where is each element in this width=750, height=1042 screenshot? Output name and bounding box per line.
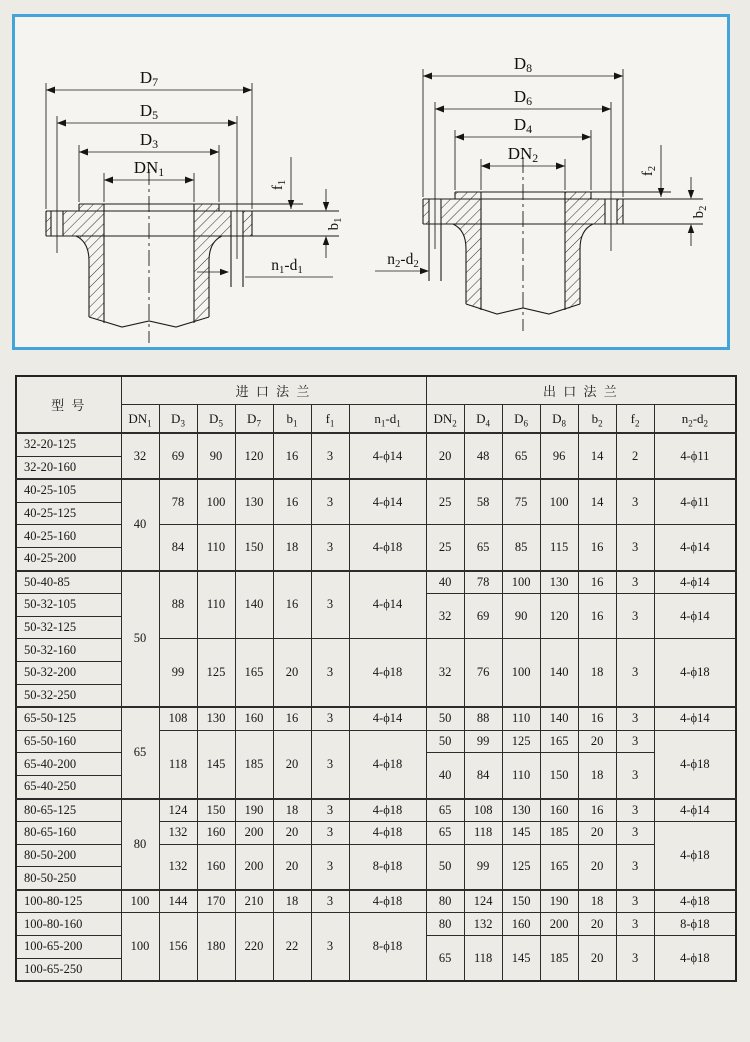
inlet-dim-label-d5: D5	[139, 101, 159, 122]
model-cell: 80-50-200	[16, 844, 121, 867]
value-cell: 3	[616, 730, 654, 753]
value-cell: 99	[159, 639, 197, 707]
value-cell: 4-ϕ18	[349, 525, 426, 571]
value-cell: 100	[502, 639, 540, 707]
value-cell: 3	[616, 890, 654, 913]
outlet-dim-label-dn2: DN2	[507, 144, 539, 165]
value-cell: 3	[616, 753, 654, 799]
value-cell: 120	[540, 594, 578, 639]
value-cell: 18	[578, 639, 616, 707]
value-cell: 84	[464, 753, 502, 799]
value-cell: 100	[540, 479, 578, 525]
value-cell: 200	[235, 844, 273, 890]
value-cell: 88	[464, 707, 502, 730]
value-cell: 4-ϕ18	[654, 936, 736, 982]
value-cell: 4-ϕ14	[349, 707, 426, 730]
value-cell: 3	[616, 936, 654, 982]
value-cell: 140	[540, 707, 578, 730]
value-cell: 16	[578, 525, 616, 571]
value-cell: 3	[311, 844, 349, 890]
value-cell: 58	[464, 479, 502, 525]
value-cell: 25	[426, 525, 464, 571]
value-cell: 8-ϕ18	[349, 913, 426, 981]
value-cell: 132	[159, 822, 197, 845]
value-cell: 3	[311, 707, 349, 730]
value-cell: 132	[464, 913, 502, 936]
value-cell: 32	[121, 433, 159, 479]
outlet-bolt-label-n2d2: n2-d2	[387, 251, 419, 270]
outlet-face-label-f2: $f_2$	[640, 165, 658, 177]
value-cell: 32	[426, 594, 464, 639]
table-row	[16, 571, 736, 594]
column-header-b1: $b_1$	[273, 405, 311, 434]
value-cell: 16	[273, 571, 311, 639]
value-cell: 3	[311, 525, 349, 571]
value-cell: 48	[464, 433, 502, 479]
value-cell: 69	[464, 594, 502, 639]
value-cell: 4-ϕ14	[349, 571, 426, 639]
model-cell: 40-25-160	[16, 525, 121, 548]
value-cell: 4-ϕ18	[654, 639, 736, 707]
flange-dimension-table	[15, 375, 737, 982]
value-cell: 4-ϕ18	[654, 890, 736, 913]
column-header-D6: $D_6$	[502, 405, 540, 434]
column-header-D3: $D_3$	[159, 405, 197, 434]
value-cell: 130	[502, 799, 540, 822]
value-cell: 99	[464, 844, 502, 890]
value-cell: 96	[540, 433, 578, 479]
value-cell: 22	[273, 913, 311, 981]
value-cell: 20	[578, 730, 616, 753]
value-cell: 108	[159, 707, 197, 730]
table-row	[16, 707, 736, 730]
value-cell: 14	[578, 479, 616, 525]
value-cell: 20	[578, 913, 616, 936]
value-cell: 110	[502, 707, 540, 730]
value-cell: 25	[426, 479, 464, 525]
model-cell: 50-40-85	[16, 571, 121, 594]
table-row	[16, 799, 736, 822]
value-cell: 8-ϕ18	[349, 844, 426, 890]
value-cell: 50	[121, 571, 159, 708]
outlet-dimension-lines	[375, 69, 691, 271]
table-row	[16, 913, 736, 936]
value-cell: 40	[426, 753, 464, 799]
value-cell: 110	[197, 525, 235, 571]
value-cell: 3	[616, 639, 654, 707]
model-column-header: 型 号	[16, 376, 121, 433]
outlet-flange-drawing	[373, 19, 725, 347]
value-cell: 69	[159, 433, 197, 479]
outlet-dim-label-d4: D4	[513, 115, 533, 136]
value-cell: 120	[235, 433, 273, 479]
model-cell: 32-20-125	[16, 433, 121, 456]
value-cell: 3	[311, 571, 349, 639]
value-cell: 14	[578, 433, 616, 479]
value-cell: 65	[426, 936, 464, 982]
model-cell: 80-65-125	[16, 799, 121, 822]
value-cell: 3	[616, 707, 654, 730]
value-cell: 118	[464, 822, 502, 845]
value-cell: 100	[197, 479, 235, 525]
value-cell: 4-ϕ14	[654, 707, 736, 730]
value-cell: 18	[273, 525, 311, 571]
table-header	[16, 376, 736, 433]
value-cell: 3	[616, 571, 654, 594]
value-cell: 150	[540, 753, 578, 799]
model-cell: 80-50-250	[16, 867, 121, 890]
value-cell: 50	[426, 730, 464, 753]
value-cell: 4-ϕ18	[349, 639, 426, 707]
value-cell: 140	[235, 571, 273, 639]
value-cell: 144	[159, 890, 197, 913]
inlet-thickness-label-b1: $b_1$	[326, 217, 344, 231]
value-cell: 100	[121, 890, 159, 913]
column-header-D7: $D_7$	[235, 405, 273, 434]
outlet-group-header: 出 口 法 兰	[426, 376, 736, 405]
value-cell: 145	[502, 822, 540, 845]
model-cell: 100-65-250	[16, 958, 121, 981]
value-cell: 160	[502, 913, 540, 936]
value-cell: 100	[121, 913, 159, 981]
value-cell: 190	[540, 890, 578, 913]
value-cell: 16	[578, 707, 616, 730]
value-cell: 90	[502, 594, 540, 639]
table-row	[16, 479, 736, 502]
value-cell: 190	[235, 799, 273, 822]
value-cell: 4-ϕ14	[654, 525, 736, 571]
value-cell: 200	[540, 913, 578, 936]
value-cell: 132	[159, 844, 197, 890]
value-cell: 4-ϕ14	[654, 594, 736, 639]
value-cell: 165	[540, 844, 578, 890]
value-cell: 110	[502, 753, 540, 799]
value-cell: 3	[616, 525, 654, 571]
value-cell: 180	[197, 913, 235, 981]
value-cell: 3	[311, 639, 349, 707]
inlet-dim-label-d7: D7	[139, 68, 159, 89]
value-cell: 150	[502, 890, 540, 913]
model-cell: 65-50-160	[16, 730, 121, 753]
table-row	[16, 890, 736, 913]
value-cell: 130	[235, 479, 273, 525]
inlet-group-header: 进 口 法 兰	[121, 376, 426, 405]
value-cell: 108	[464, 799, 502, 822]
value-cell: 145	[502, 936, 540, 982]
value-cell: 3	[311, 479, 349, 525]
value-cell: 80	[426, 890, 464, 913]
value-cell: 145	[197, 730, 235, 798]
value-cell: 156	[159, 913, 197, 981]
value-cell: 50	[426, 707, 464, 730]
model-cell: 40-25-200	[16, 547, 121, 570]
value-cell: 165	[540, 730, 578, 753]
column-header-f1: $f_1$	[311, 405, 349, 434]
value-cell: 65	[426, 799, 464, 822]
value-cell: 18	[578, 753, 616, 799]
value-cell: 20	[578, 822, 616, 845]
value-cell: 20	[578, 844, 616, 890]
value-cell: 20	[578, 936, 616, 982]
value-cell: 16	[273, 707, 311, 730]
value-cell: 3	[311, 799, 349, 822]
value-cell: 65	[121, 707, 159, 798]
value-cell: 124	[159, 799, 197, 822]
value-cell: 99	[464, 730, 502, 753]
value-cell: 65	[502, 433, 540, 479]
value-cell: 115	[540, 525, 578, 571]
value-cell: 4-ϕ18	[349, 730, 426, 798]
inlet-dim-label-d3: D3	[139, 130, 159, 151]
value-cell: 20	[273, 730, 311, 798]
model-cell: 50-32-105	[16, 594, 121, 617]
value-cell: 200	[235, 822, 273, 845]
value-cell: 80	[121, 799, 159, 890]
value-cell: 125	[502, 844, 540, 890]
value-cell: 20	[273, 844, 311, 890]
value-cell: 20	[426, 433, 464, 479]
value-cell: 16	[578, 571, 616, 594]
value-cell: 210	[235, 890, 273, 913]
value-cell: 76	[464, 639, 502, 707]
value-cell: 40	[426, 571, 464, 594]
value-cell: 185	[540, 936, 578, 982]
value-cell: 4-ϕ11	[654, 433, 736, 479]
value-cell: 3	[616, 844, 654, 890]
value-cell: 4-ϕ18	[349, 799, 426, 822]
column-header-D5: $D_5$	[197, 405, 235, 434]
value-cell: 4-ϕ11	[654, 479, 736, 525]
value-cell: 75	[502, 479, 540, 525]
column-header-n2-d2: $n_2-d_2$	[654, 405, 736, 434]
value-cell: 4-ϕ18	[349, 890, 426, 913]
value-cell: 2	[616, 433, 654, 479]
column-header-D8: $D_8$	[540, 405, 578, 434]
value-cell: 4-ϕ14	[654, 799, 736, 822]
model-cell: 50-32-250	[16, 684, 121, 707]
value-cell: 8-ϕ18	[654, 913, 736, 936]
column-header-DN2: $DN_2$	[426, 405, 464, 434]
value-cell: 20	[273, 822, 311, 845]
value-cell: 18	[578, 890, 616, 913]
value-cell: 16	[578, 594, 616, 639]
column-header-f2: $f_2$	[616, 405, 654, 434]
value-cell: 130	[197, 707, 235, 730]
value-cell: 185	[540, 822, 578, 845]
model-cell: 65-40-250	[16, 775, 121, 798]
value-cell: 160	[235, 707, 273, 730]
value-cell: 85	[502, 525, 540, 571]
column-header-DN1: $DN_1$	[121, 405, 159, 434]
value-cell: 220	[235, 913, 273, 981]
value-cell: 4-ϕ18	[654, 822, 736, 890]
model-cell: 50-32-125	[16, 616, 121, 639]
model-cell: 80-65-160	[16, 822, 121, 845]
value-cell: 50	[426, 844, 464, 890]
value-cell: 160	[197, 822, 235, 845]
outlet-dim-label-d6: D6	[513, 87, 533, 108]
value-cell: 3	[311, 890, 349, 913]
value-cell: 4-ϕ14	[349, 479, 426, 525]
model-cell: 40-25-125	[16, 502, 121, 525]
model-cell: 100-80-160	[16, 913, 121, 936]
value-cell: 165	[235, 639, 273, 707]
value-cell: 20	[273, 639, 311, 707]
model-cell: 40-25-105	[16, 479, 121, 502]
model-cell: 32-20-160	[16, 456, 121, 479]
inlet-flange-drawing	[21, 19, 373, 347]
value-cell: 84	[159, 525, 197, 571]
value-cell: 18	[273, 890, 311, 913]
model-cell: 65-40-200	[16, 753, 121, 776]
value-cell: 78	[464, 571, 502, 594]
value-cell: 4-ϕ18	[349, 822, 426, 845]
value-cell: 185	[235, 730, 273, 798]
value-cell: 150	[235, 525, 273, 571]
value-cell: 124	[464, 890, 502, 913]
value-cell: 18	[273, 799, 311, 822]
inlet-face-label-f1: $f_1$	[270, 179, 288, 191]
value-cell: 100	[502, 571, 540, 594]
model-cell: 65-50-125	[16, 707, 121, 730]
model-cell: 100-65-200	[16, 936, 121, 959]
value-cell: 65	[426, 822, 464, 845]
value-cell: 3	[311, 822, 349, 845]
value-cell: 80	[426, 913, 464, 936]
column-header-D4: $D_4$	[464, 405, 502, 434]
inlet-bolt-label-n1d1: n1-d1	[271, 257, 303, 276]
model-cell: 50-32-200	[16, 661, 121, 684]
value-cell: 16	[273, 479, 311, 525]
value-cell: 110	[197, 571, 235, 639]
value-cell: 170	[197, 890, 235, 913]
value-cell: 16	[578, 799, 616, 822]
model-cell: 100-80-125	[16, 890, 121, 913]
value-cell: 4-ϕ14	[349, 433, 426, 479]
value-cell: 32	[426, 639, 464, 707]
inlet-dim-label-dn1: DN1	[133, 158, 165, 179]
value-cell: 3	[311, 913, 349, 981]
value-cell: 4-ϕ14	[654, 571, 736, 594]
value-cell: 125	[197, 639, 235, 707]
value-cell: 140	[540, 639, 578, 707]
value-cell: 78	[159, 479, 197, 525]
value-cell: 160	[540, 799, 578, 822]
value-cell: 3	[311, 730, 349, 798]
value-cell: 3	[616, 479, 654, 525]
value-cell: 3	[616, 822, 654, 845]
value-cell: 118	[159, 730, 197, 798]
column-header-n1-d1: $n_1-d_1$	[349, 405, 426, 434]
value-cell: 3	[616, 594, 654, 639]
value-cell: 3	[616, 799, 654, 822]
value-cell: 4-ϕ18	[654, 730, 736, 798]
value-cell: 3	[311, 433, 349, 479]
value-cell: 160	[197, 844, 235, 890]
outlet-dim-label-d8: D8	[513, 54, 533, 75]
value-cell: 118	[464, 936, 502, 982]
value-cell: 150	[197, 799, 235, 822]
value-cell: 40	[121, 479, 159, 570]
value-cell: 65	[464, 525, 502, 571]
value-cell: 3	[616, 913, 654, 936]
value-cell: 88	[159, 571, 197, 639]
value-cell: 90	[197, 433, 235, 479]
model-cell: 50-32-160	[16, 639, 121, 662]
table-row	[16, 433, 736, 456]
outlet-thickness-label-b2: $b_2$	[691, 205, 709, 219]
value-cell: 125	[502, 730, 540, 753]
value-cell: 130	[540, 571, 578, 594]
diagram-panel	[12, 14, 730, 350]
column-header-b2: $b_2$	[578, 405, 616, 434]
value-cell: 16	[273, 433, 311, 479]
